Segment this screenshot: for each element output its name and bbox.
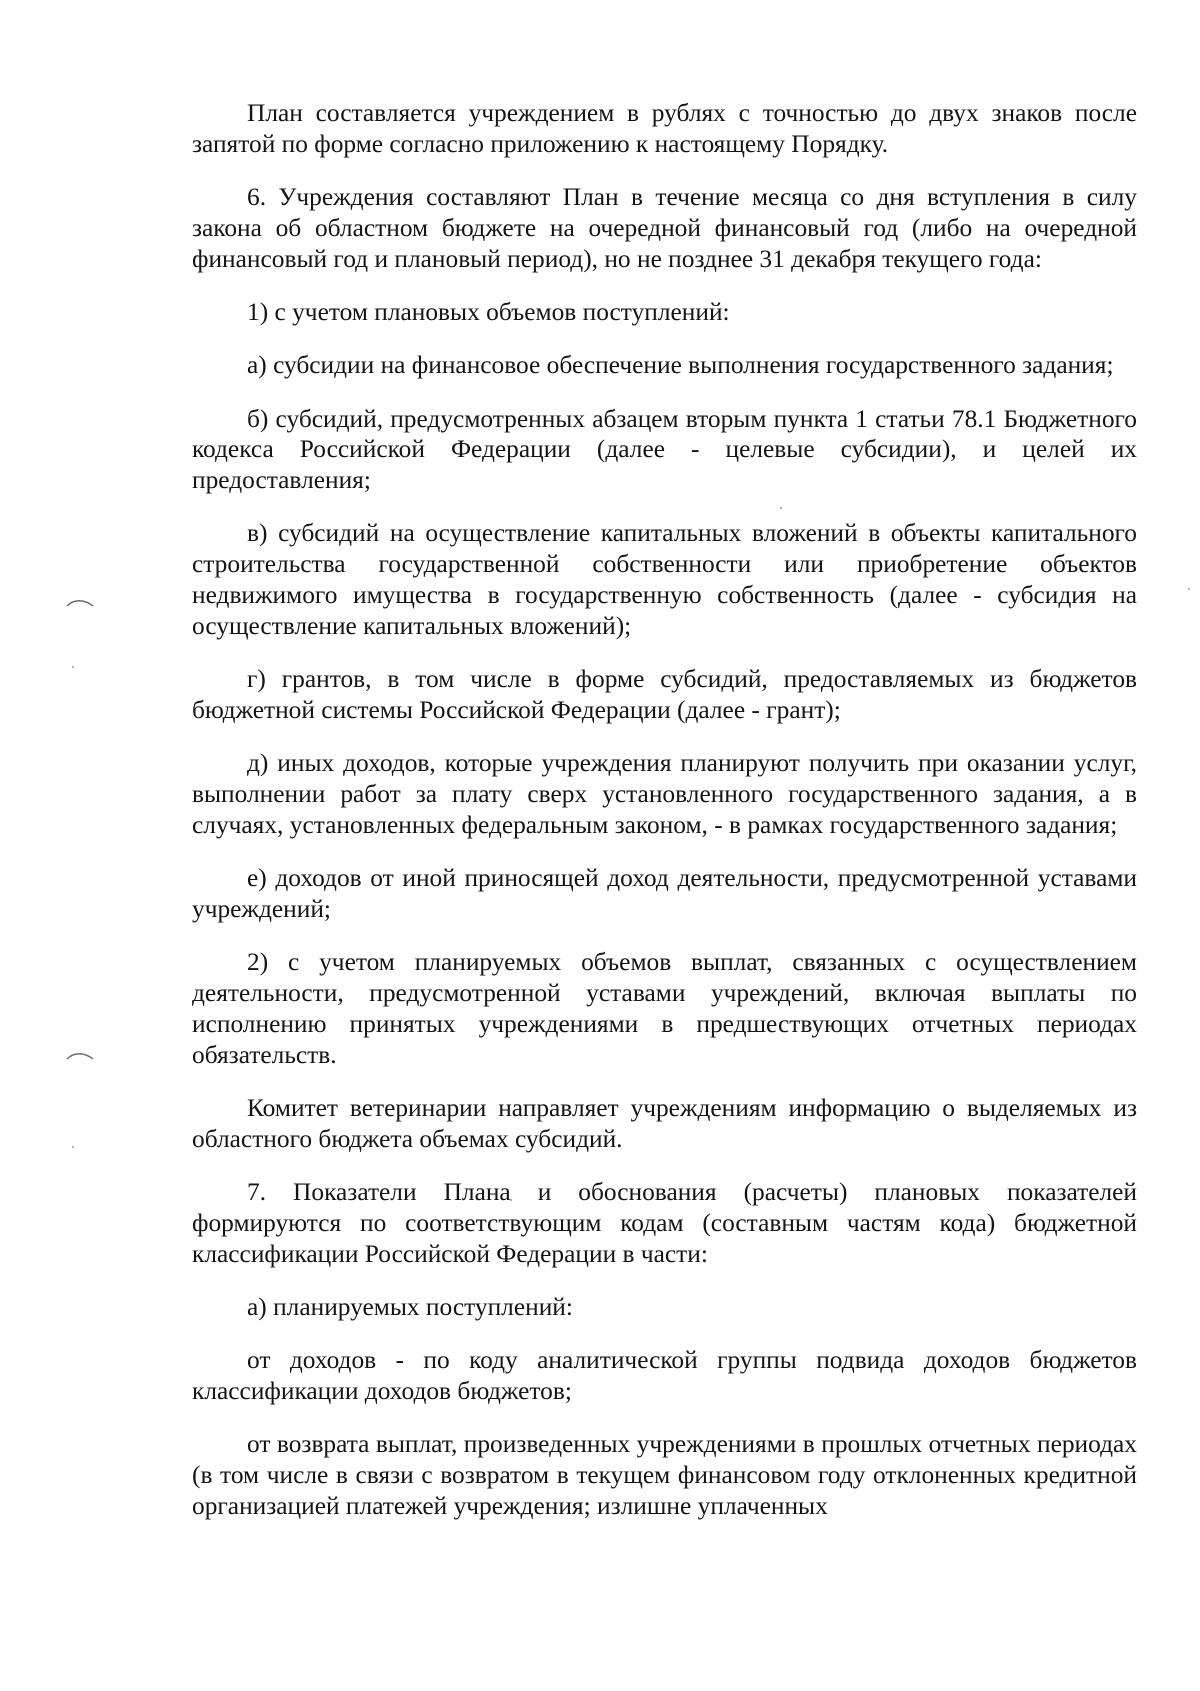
binder-hole-mark-icon: [66, 598, 94, 608]
paragraph-from-refunds: от возврата выплат, произведенных учреждениями в прошлых отчетных периодах (в том числе в связи с возвратом в текущем финансовом году отклоненных кредитной организацией платежей учреждения; излишне уплаченных: [192, 1430, 1137, 1520]
paragraph-committee: Комитет ветеринарии направляет учреждениям информацию о выделяемых из областного бюджета объемах субсидий.: [192, 1093, 1137, 1153]
paragraph-from-income: от доходов - по коду аналитической группы подвида доходов бюджетов классификации доходов бюджетов;: [192, 1346, 1137, 1405]
paragraph-subitem-2: 2) с учетом планируемых объемов выплат, связанных с осуществлением деятельности, предусмотренной уставами учреждений, включая выплаты по исполнению принятых учреждениями в предшествующих отчетных периодах обязательств.: [192, 948, 1137, 1069]
paragraph-subitem-e: е) доходов от иной приносящей доход деятельности, предусмотренной уставами учреждений;: [192, 864, 1137, 923]
scan-speck: [72, 666, 74, 668]
document-body: [192, 98, 1137, 1522]
paragraph-item-6: 6. Учреждения составляют План в течение месяца со дня вступления в силу закона об областном бюджете на очередной финансовый год (либо на очередной финансовый год и плановый период), но не позднее 31 декабря текущего года:: [192, 183, 1137, 273]
paragraph-subitem-v: в) субсидий на осуществление капитальных вложений в объекты капитального строительства государственной собственности или приобретение объектов недвижимого имущества в государственную собственность (далее - субсидия на осуществление капитальных вложений);: [192, 519, 1137, 640]
paragraph-subitem-d: д) иных доходов, которые учреждения планируют получить при оказании услуг, выполнении работ за плату сверх установленного государственного задания, а в случаях, установленных федеральным законом, - в рамках государственного задания;: [192, 749, 1137, 839]
paragraph-planned-receipts: а) планируемых поступлений:: [247, 1292, 573, 1321]
paragraph-subitem-1: 1) с учетом плановых объемов поступлений:: [247, 297, 730, 326]
binder-hole-mark-icon: [66, 1051, 94, 1061]
scan-speck: [72, 1146, 74, 1148]
paragraph-item-7: 7. Показатели Плана и обоснования (расчеты) плановых показателей формируются по соответствующим кодам (составным частям кода) бюджетной классификации Российской Федерации в части:: [192, 1178, 1137, 1268]
paragraph-plan-rubles: План составляется учреждением в рублях с точностью до двух знаков после запятой по форме согласно приложению к настоящему Порядку.: [192, 99, 1137, 158]
paragraph-subitem-a: а) субсидии на финансовое обеспечение выполнения государственного задания;: [247, 351, 1114, 380]
paragraph-subitem-b: б) субсидий, предусмотренных абзацем вторым пункта 1 статьи 78.1 Бюджетного кодекса Российской Федерации (далее - целевые субсидии), и целей их предоставления;: [192, 404, 1137, 495]
paragraph-subitem-g: г) грантов, в том числе в форме субсидий, предоставляемых из бюджетов бюджетной системы Российской Федерации (далее - грант);: [192, 665, 1137, 724]
scan-speck: [1188, 588, 1190, 590]
